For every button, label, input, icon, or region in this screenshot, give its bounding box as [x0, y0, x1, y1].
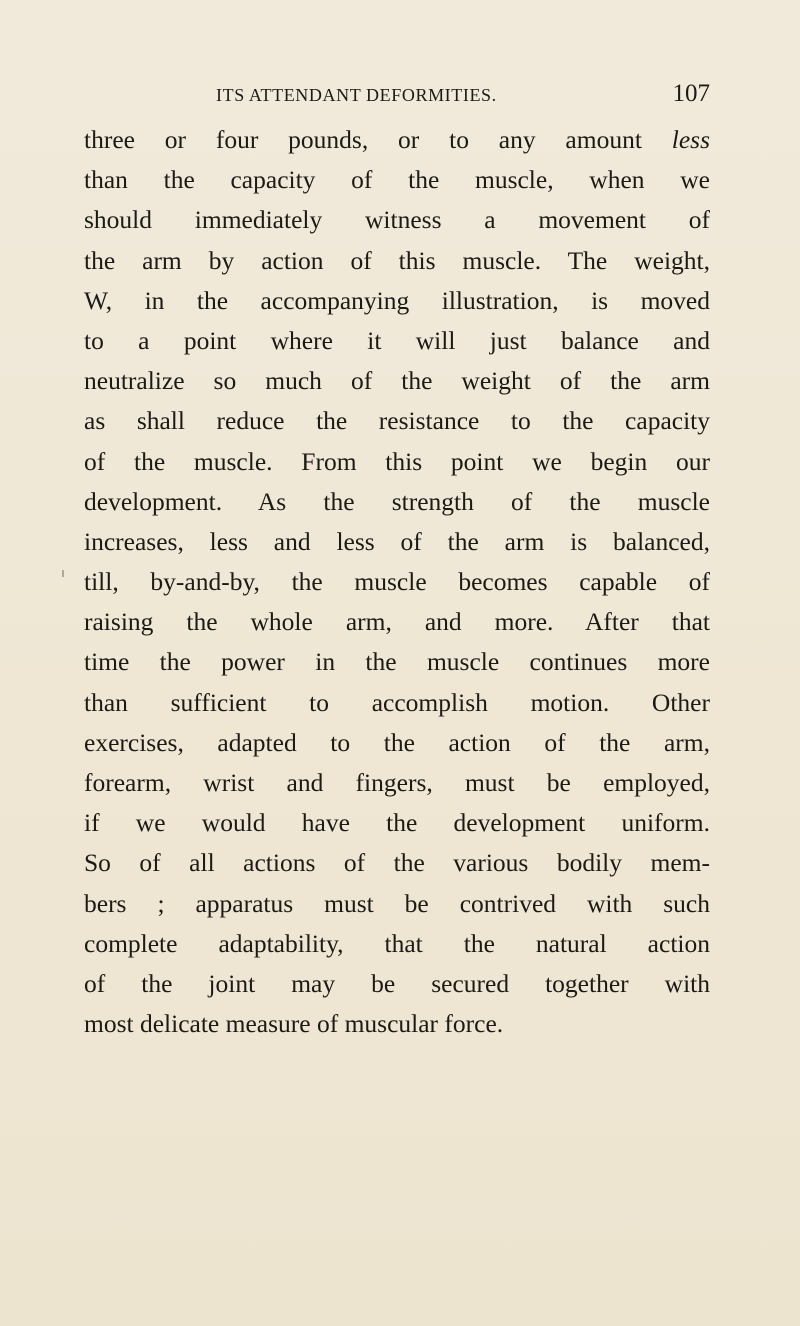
text-line: than sufficient to accomplish motion. Other [84, 687, 710, 717]
text-line: forearm, wrist and fingers, must be employed, [84, 768, 710, 797]
text-line: to a point where it will just balance and [84, 325, 710, 355]
running-head [216, 80, 710, 110]
text-line: increases, less and less of the arm is balanced, [84, 526, 710, 556]
text-line: of the joint may be secured together with [84, 968, 710, 998]
text-line-start: three or four pounds, or to any amount [84, 125, 672, 154]
text-line: time the power in the muscle continues more [84, 647, 710, 677]
text-line: if we would have the development uniform. [84, 808, 710, 838]
text-line: than the capacity of the muscle, when we [84, 165, 710, 195]
text-line: W, in the accompanying illustration, is moved [84, 285, 710, 315]
text-line: till, by-and-by, the muscle becomes capable of [84, 567, 710, 597]
text-line: should immediately witness a movement of [84, 205, 710, 235]
text-line: neutralize so much of the weight of the arm [84, 366, 710, 396]
emphasized-word: less [671, 125, 710, 154]
running-title: ITS ATTENDANT DEFORMITIES. [216, 85, 497, 105]
text-line: the arm by action of this muscle. The weight, [84, 245, 710, 275]
text-line: So of all actions of the various bodily mem- [84, 848, 710, 878]
text-line: exercises, adapted to the action of the arm, [84, 727, 710, 757]
text-line: of the muscle. From this point we begin our [84, 446, 710, 476]
body-paragraph [84, 120, 710, 1044]
text-line [84, 120, 710, 160]
text-line: development. As the strength of the muscle [84, 486, 710, 516]
text-line-last: most delicate measure of muscular force. [84, 1009, 504, 1039]
text-line: as shall reduce the resistance to the capacity [84, 406, 710, 436]
text-line: raising the whole arm, and more. After that [84, 607, 710, 637]
paper-speck [62, 570, 64, 577]
text-line: complete adaptability, that the natural action [84, 928, 710, 958]
page-number: 107 [672, 80, 710, 107]
text-line: bers ; apparatus must be contrived with such [84, 888, 710, 918]
